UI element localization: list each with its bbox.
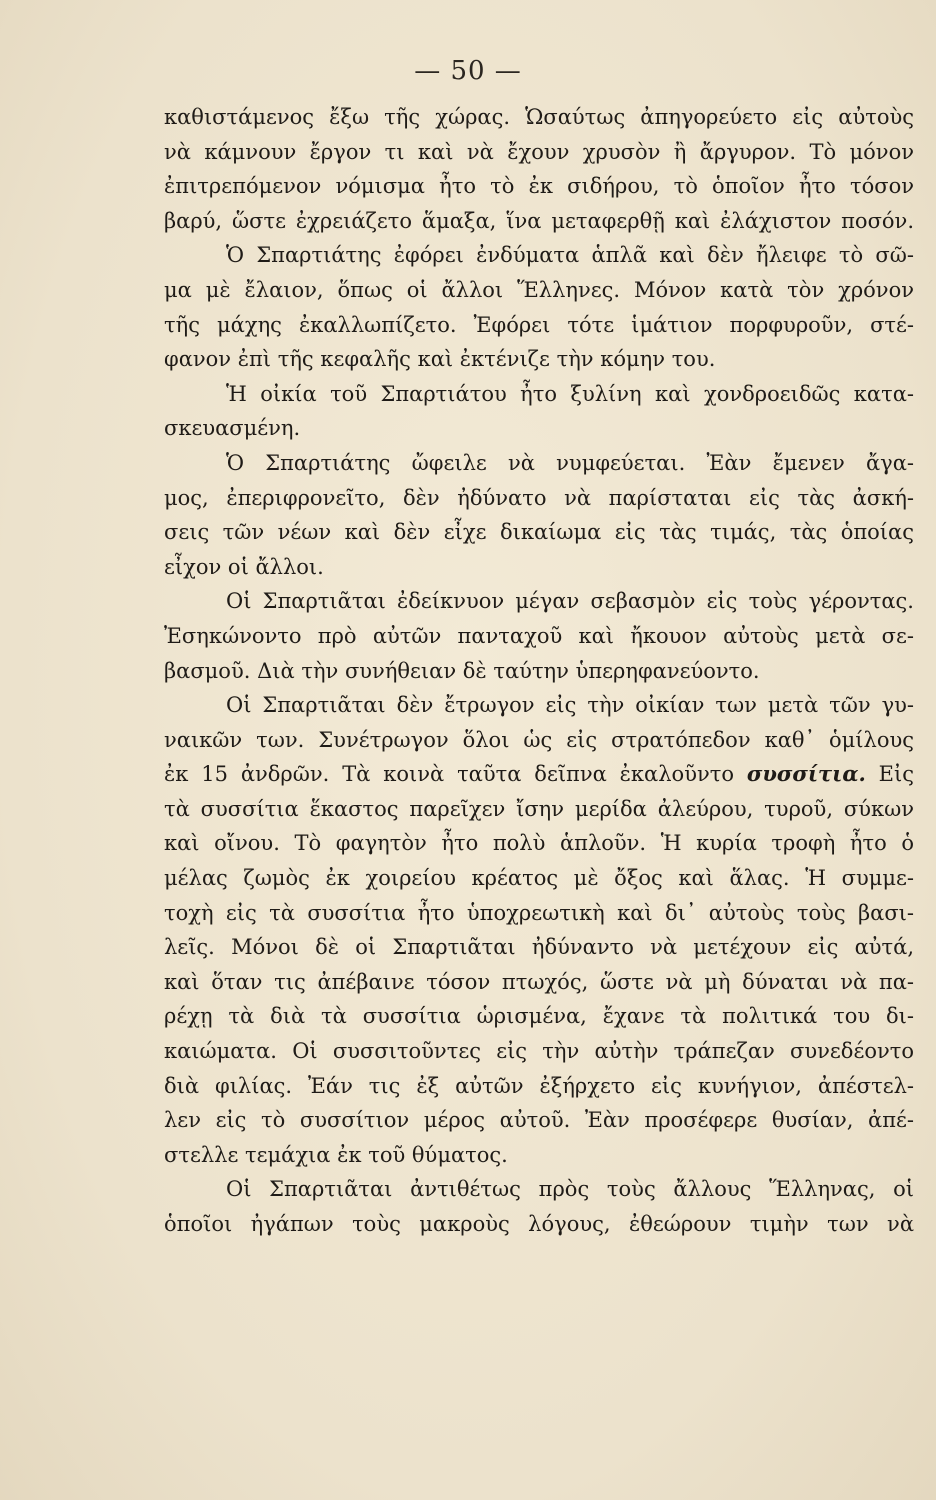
text-line [164,792,914,827]
text-line [164,342,914,377]
line-text: σεις τῶν νέων καὶ δὲν εἶχε δικαίωμα εἰς τὰς τιμάς, τὰς ὁποίας [164,520,914,545]
line-text: λεῖς. Μόνοι δὲ οἱ Σπαρτιᾶται ἠδύναντο νὰ μετέχουν εἰς αὐτά, [164,935,914,960]
text-line [164,619,914,654]
page-number: — 50 — [414,56,522,86]
line-text: λεν εἰς τὸ συσσίτιον μέρος αὐτοῦ. Ἐὰν προσέφερε θυσίαν, ἀπέ- [164,1108,914,1133]
line-text: μα μὲ ἔλαιον, ὅπως οἱ ἄλλοι Ἕλληνες. Μόνον κατὰ τὸν χρόνον [164,277,914,302]
line-text: Οἱ Σπαρτιᾶται ἀντιθέτως πρὸς τοὺς ἄλλους Ἕλληνας, οἱ [226,1177,914,1202]
text-line [164,1034,914,1069]
text-line [164,861,914,896]
line-text: καιώματα. Οἱ συσσιτοῦντες εἰς τὴν αὐτὴν τράπεζαν συνεδέοντο [164,1039,914,1064]
line-text: Οἱ Σπαρτιᾶται ἐδείκνυον μέγαν σεβασμὸν εἰς τοὺς γέροντας. [226,589,914,614]
line-text: εἶχον οἱ ἄλλοι. [164,554,324,579]
text-line [164,377,914,412]
text-line [164,965,914,1000]
line-text: τοχὴ εἰς τὰ συσσίτια ἦτο ὑποχρεωτικὴ καὶ δι᾽ αὐτοὺς τοὺς βασι- [164,900,914,925]
text-line [164,723,914,758]
text-line [164,550,914,585]
text-line [164,1069,914,1104]
line-text: βασμοῦ. Διὰ τὴν συνήθειαν δὲ ταύτην ὑπερηφανεύοντο. [164,658,760,683]
line-text: Ἡ οἰκία τοῦ Σπαρτιάτου ἦτο ξυλίνη καὶ χονδροειδῶς κατα- [226,381,914,406]
line-text: Ἐσηκώνοντο πρὸ αὐτῶν πανταχοῦ καὶ ἤκουον αὐτοὺς μετὰ σε- [164,623,914,648]
body-text [164,100,914,1242]
line-text: Οἱ Σπαρτιᾶται δὲν ἔτρωγον εἰς τὴν οἰκίαν των μετὰ τῶν γυ- [226,693,914,718]
text-line [164,1138,914,1173]
text-line [164,1172,914,1207]
text-line [164,930,914,965]
line-text: Ὁ Σπαρτιάτης ἐφόρει ἐνδύματα ἁπλᾶ καὶ δὲν ἤλειφε τὸ σῶ- [226,243,914,268]
text-line [164,238,914,273]
line-text: τὰ συσσίτια ἕκαστος παρεῖχεν ἴσην μερίδα ἀλεύρου, τυροῦ, σύκων [164,796,914,821]
line-text: ἐπιτρεπόμενον νόμισμα ἦτο τὸ ἐκ σιδήρου, τὸ ὁποῖον ἦτο τόσον [164,174,914,199]
text-line [164,411,914,446]
text-line [164,481,914,516]
line-text: ρέχῃ τὰ διὰ τὰ συσσίτια ὡρισμένα, ἔχανε τὰ πολιτικά του δι- [164,1004,914,1029]
line-text: διὰ φιλίας. Ἐάν τις ἐξ αὐτῶν ἐξήρχετο εἰς κυνήγιον, ἀπέστελ- [164,1073,914,1098]
line-text: Ὁ Σπαρτιάτης ὤφειλε νὰ νυμφεύεται. Ἐὰν ἔμενεν ἄγα- [226,450,914,475]
text-line [164,688,914,723]
line-text: ὁποῖοι ἠγάπων τοὺς μακροὺς λόγους, ἐθεώρουν τιμὴν των νὰ [164,1212,914,1236]
text-line [164,654,914,689]
text-line [164,1103,914,1138]
text-line [164,135,914,170]
line-text: ναικῶν των. Συνέτρωγον ὅλοι ὡς εἰς στρατόπεδον καθ᾽ ὁμίλους [164,727,914,752]
text-line [164,584,914,619]
text-line [164,169,914,204]
line-text: τῆς μάχης ἐκαλλωπίζετο. Ἐφόρει τότε ἱμάτιον πορφυροῦν, στέ- [164,312,914,337]
line-text: σκευασμένη. [164,416,301,441]
text-line [164,757,914,792]
line-text: φανον ἐπὶ τῆς κεφαλῆς καὶ ἐκτένιζε τὴν κόμην του. [164,347,716,372]
text-line [164,308,914,343]
line-text: νὰ κάμνουν ἔργον τι καὶ νὰ ἔχουν χρυσὸν ἢ ἄργυρον. Τὸ μόνον [164,139,914,164]
line-text: βαρύ, ὥστε ἐχρειάζετο ἅμαξα, ἵνα μεταφερθῇ καὶ ἐλάχιστον ποσόν. [164,208,914,233]
text-line [164,515,914,550]
text-line [164,826,914,861]
line-text: στελλε τεμάχια ἐκ τοῦ θύματος. [164,1142,508,1167]
text-line [164,273,914,308]
emphasized-term: συσσίτια. [746,761,866,787]
text-line [164,446,914,481]
text-line [164,100,914,135]
line-text: καὶ οἴνου. Τὸ φαγητὸν ἦτο πολὺ ἁπλοῦν. Ἡ κυρία τροφὴ ἦτο ὁ [164,831,914,856]
text-line [164,1207,914,1242]
line-text: μος, ἐπεριφρονεῖτο, δὲν ἠδύνατο νὰ παρίσταται εἰς τὰς ἀσκή- [164,485,914,510]
text-line [164,999,914,1034]
line-text: μέλας ζωμὸς ἐκ χοιρείου κρέατος μὲ ὄξος καὶ ἅλας. Ἡ συμμε- [164,866,914,891]
line-text: ἐκ 15 ἀνδρῶν. Τὰ κοινὰ ταῦτα δεῖπνα ἐκαλοῦντο [164,762,734,787]
line-tail: Εἰς [865,762,914,787]
line-text: καὶ ὅταν τις ἀπέβαινε τόσον πτωχός, ὥστε νὰ μὴ δύναται νὰ πα- [164,969,914,994]
text-line [164,896,914,931]
line-text: καθιστάμενος ἔξω τῆς χώρας. Ὡσαύτως ἀπηγορεύετο εἰς αὐτοὺς [164,105,914,129]
text-line [164,204,914,239]
